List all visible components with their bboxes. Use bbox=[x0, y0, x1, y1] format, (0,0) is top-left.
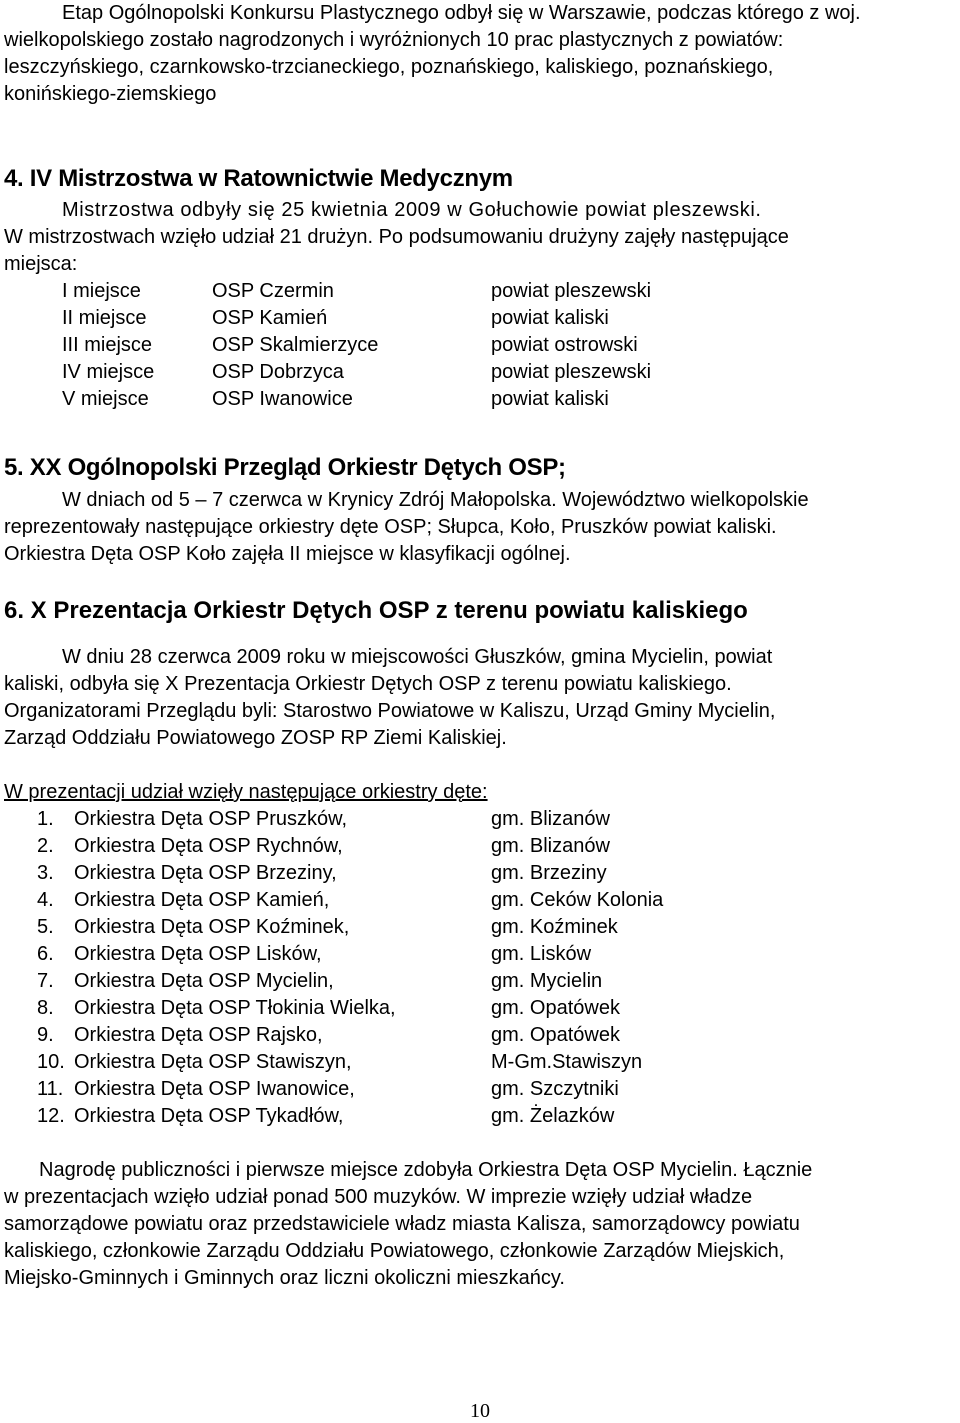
orchestra-commune: gm. Ceków Kolonia bbox=[491, 889, 664, 911]
orchestra-name: Orkiestra Dęta OSP Kamień, bbox=[74, 889, 330, 911]
result-place: III miejsce bbox=[62, 334, 153, 356]
closing-line-4: kaliskiego, członkowie Zarządu Oddziału Powiatowego, członkowie Zarządów Miejskich, bbox=[4, 1240, 785, 1262]
section-5-line-2: reprezentowały następujące orkiestry dęte OSP; Słupca, Koło, Pruszków powiat kaliski. bbox=[4, 516, 777, 538]
closing-line-3: samorządowe powiatu oraz przedstawiciele władz miasta Kalisza, samorządowcy powiatu bbox=[4, 1213, 800, 1235]
section-6-para-line-1: W dniu 28 czerwca 2009 roku w miejscowości Głuszków, gmina Mycielin, powiat bbox=[62, 646, 773, 668]
orchestra-row bbox=[0, 860, 960, 887]
section-5-line-3: Orkiestra Dęta OSP Koło zajęła II miejsce w klasyfikacji ogólnej. bbox=[4, 543, 571, 565]
intro-line-1: Etap Ogólnopolski Konkursu Plastycznego odbył się w Warszawie, podczas którego z woj. bbox=[62, 2, 861, 24]
orchestra-commune: gm. Blizanów bbox=[491, 808, 610, 830]
result-row bbox=[0, 278, 960, 305]
result-district: powiat pleszewski bbox=[491, 361, 652, 383]
orchestra-number: 8. bbox=[37, 997, 54, 1019]
orchestra-commune: gm. Żelazków bbox=[491, 1105, 615, 1127]
result-place: V miejsce bbox=[62, 388, 149, 410]
orchestra-number: 10. bbox=[37, 1051, 65, 1073]
result-team: OSP Iwanowice bbox=[212, 388, 353, 410]
orchestra-name: Orkiestra Dęta OSP Iwanowice, bbox=[74, 1078, 355, 1100]
orchestra-list-heading: W prezentacji udział wzięły następujące orkiestry dęte: bbox=[4, 781, 488, 803]
orchestra-number: 2. bbox=[37, 835, 54, 857]
orchestra-row bbox=[0, 995, 960, 1022]
section-4-line-1: Mistrzostwa odbyły się 25 kwietnia 2009 w Gołuchowie powiat pleszewski. bbox=[62, 199, 762, 221]
result-district: powiat ostrowski bbox=[491, 334, 638, 356]
orchestra-number: 9. bbox=[37, 1024, 54, 1046]
orchestra-number: 6. bbox=[37, 943, 54, 965]
orchestra-number: 5. bbox=[37, 916, 54, 938]
orchestra-row bbox=[0, 968, 960, 995]
section-5-heading: 5. XX Ogólnopolski Przegląd Orkiestr Dętych OSP; bbox=[4, 454, 566, 481]
section-4-line-2: W mistrzostwach wzięło udział 21 drużyn. Po podsumowaniu drużyny zajęły następujące bbox=[4, 226, 789, 248]
section-5-line-1: W dniach od 5 – 7 czerwca w Krynicy Zdrój Małopolska. Województwo wielkopolskie bbox=[62, 489, 809, 511]
orchestra-commune: gm. Koźminek bbox=[491, 916, 618, 938]
section-6-para-line-4: Zarząd Oddziału Powiatowego ZOSP RP Ziemi Kaliskiej. bbox=[4, 727, 507, 749]
result-district: powiat kaliski bbox=[491, 388, 609, 410]
orchestra-name: Orkiestra Dęta OSP Rychnów, bbox=[74, 835, 343, 857]
intro-line-4: konińskiego-ziemskiego bbox=[4, 83, 217, 105]
orchestra-number: 7. bbox=[37, 970, 54, 992]
orchestra-name: Orkiestra Dęta OSP Mycielin, bbox=[74, 970, 334, 992]
result-row bbox=[0, 386, 960, 413]
orchestra-name: Orkiestra Dęta OSP Stawiszyn, bbox=[74, 1051, 352, 1073]
orchestra-commune: gm. Mycielin bbox=[491, 970, 603, 992]
orchestra-name: Orkiestra Dęta OSP Pruszków, bbox=[74, 808, 348, 830]
section-4-line-3: miejsca: bbox=[4, 253, 78, 275]
orchestra-name: Orkiestra Dęta OSP Tykadłów, bbox=[74, 1105, 344, 1127]
section-6-heading: 6. X Prezentacja Orkiestr Dętych OSP z terenu powiatu kaliskiego bbox=[4, 597, 748, 624]
orchestra-row bbox=[0, 833, 960, 860]
result-team: OSP Kamień bbox=[212, 307, 328, 329]
orchestra-row bbox=[0, 1103, 960, 1130]
orchestra-number: 12. bbox=[37, 1105, 65, 1127]
intro-line-3: leszczyńskiego, czarnkowsko-trzcianeckiego, poznańskiego, kaliskiego, poznańskiego, bbox=[4, 56, 774, 78]
orchestra-number: 3. bbox=[37, 862, 54, 884]
result-team: OSP Czermin bbox=[212, 280, 334, 302]
result-team: OSP Dobrzyca bbox=[212, 361, 344, 383]
section-6-para-line-2: kaliski, odbyła się X Prezentacja Orkiestr Dętych OSP z terenu powiatu kaliskiego. bbox=[4, 673, 732, 695]
orchestra-name: Orkiestra Dęta OSP Rajsko, bbox=[74, 1024, 323, 1046]
result-row bbox=[0, 359, 960, 386]
result-row bbox=[0, 332, 960, 359]
section-4-heading: 4. IV Mistrzostwa w Ratownictwie Medycznym bbox=[4, 165, 513, 192]
orchestra-name: Orkiestra Dęta OSP Lisków, bbox=[74, 943, 322, 965]
result-place: IV miejsce bbox=[62, 361, 155, 383]
orchestra-number: 1. bbox=[37, 808, 54, 830]
orchestra-row bbox=[0, 941, 960, 968]
orchestra-name: Orkiestra Dęta OSP Brzeziny, bbox=[74, 862, 337, 884]
orchestra-commune: M-Gm.Stawiszyn bbox=[491, 1051, 643, 1073]
orchestra-row bbox=[0, 1022, 960, 1049]
orchestra-row bbox=[0, 806, 960, 833]
result-team: OSP Skalmierzyce bbox=[212, 334, 379, 356]
orchestra-commune: gm. Opatówek bbox=[491, 1024, 620, 1046]
section-6-para-line-3: Organizatorami Przeglądu byli: Starostwo Powiatowe w Kaliszu, Urząd Gminy Mycielin, bbox=[4, 700, 776, 722]
result-district: powiat kaliski bbox=[491, 307, 609, 329]
orchestra-name: Orkiestra Dęta OSP Koźminek, bbox=[74, 916, 350, 938]
orchestra-number: 4. bbox=[37, 889, 54, 911]
orchestra-commune: gm. Opatówek bbox=[491, 997, 620, 1019]
orchestra-row bbox=[0, 1049, 960, 1076]
result-place: I miejsce bbox=[62, 280, 141, 302]
closing-line-5: Miejsko-Gminnych i Gminnych oraz liczni okoliczni mieszkańcy. bbox=[4, 1267, 565, 1289]
orchestra-row bbox=[0, 1076, 960, 1103]
result-row bbox=[0, 305, 960, 332]
orchestra-number: 11. bbox=[37, 1078, 64, 1100]
orchestra-commune: gm. Lisków bbox=[491, 943, 592, 965]
result-district: powiat pleszewski bbox=[491, 280, 652, 302]
intro-line-2: wielkopolskiego zostało nagrodzonych i wyróżnionych 10 prac plastycznych z powiatów: bbox=[4, 29, 784, 51]
closing-line-1: Nagrodę publiczności i pierwsze miejsce zdobyła Orkiestra Dęta OSP Mycielin. Łącznie bbox=[39, 1159, 813, 1181]
orchestra-row bbox=[0, 914, 960, 941]
page-number: 10 bbox=[470, 1400, 490, 1422]
orchestra-commune: gm. Szczytniki bbox=[491, 1078, 619, 1100]
result-place: II miejsce bbox=[62, 307, 147, 329]
orchestra-commune: gm. Brzeziny bbox=[491, 862, 607, 884]
orchestra-commune: gm. Blizanów bbox=[491, 835, 610, 857]
orchestra-name: Orkiestra Dęta OSP Tłokinia Wielka, bbox=[74, 997, 396, 1019]
closing-line-2: w prezentacjach wzięło udział ponad 500 muzyków. W imprezie wzięły udział władze bbox=[4, 1186, 753, 1208]
orchestra-row bbox=[0, 887, 960, 914]
